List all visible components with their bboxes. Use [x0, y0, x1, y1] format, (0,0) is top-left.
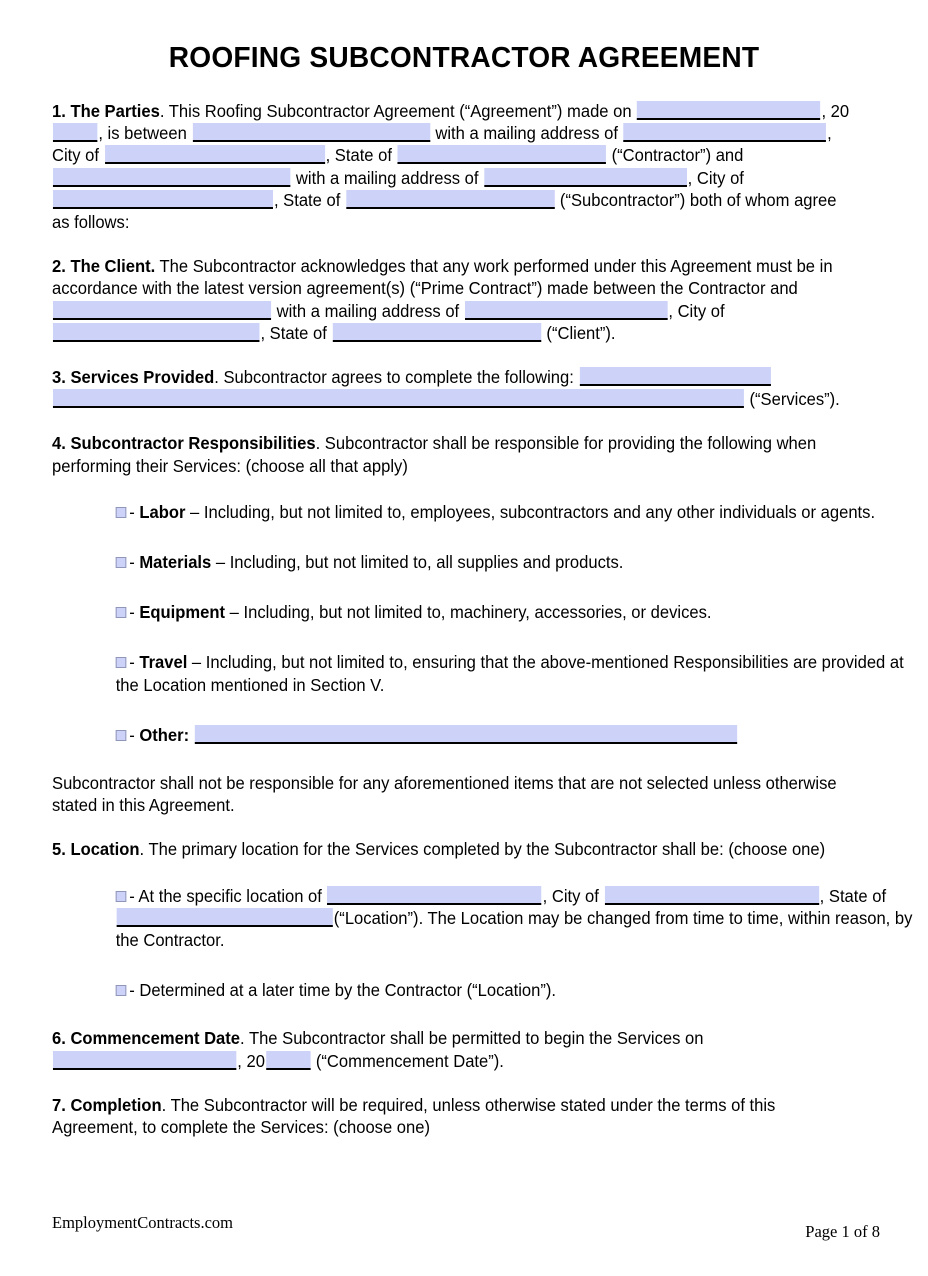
- option-text-c: , State of: [819, 885, 887, 906]
- option-dash: -: [129, 552, 135, 573]
- section-6-text-1: . The Subcontractor shall be permitted to begin the Services on: [240, 1028, 704, 1049]
- subcontractor-state-field[interactable]: [346, 190, 554, 209]
- agreement-date-field[interactable]: [637, 101, 820, 120]
- checkbox-icon[interactable]: [116, 507, 127, 518]
- option-label: Labor: [139, 501, 186, 522]
- section-6-text-2: , 20: [237, 1050, 265, 1071]
- other-responsibility-field[interactable]: [195, 725, 737, 744]
- section-completion: [52, 1094, 852, 1138]
- location-address-field[interactable]: [327, 886, 541, 905]
- responsibility-option-equipment[interactable]: [52, 601, 916, 623]
- section-2-text-2: with a mailing address of: [276, 300, 460, 321]
- responsibilities-choice-list: [52, 501, 904, 746]
- section-3-heading: 3. Services Provided: [52, 367, 215, 388]
- section-5-text-1: . The primary location for the Services completed by the Subcontractor shall be: (choose one): [139, 839, 826, 860]
- location-state-field[interactable]: [117, 908, 333, 927]
- checkbox-icon[interactable]: [116, 730, 127, 741]
- section-5-heading: 5. Location: [52, 839, 140, 860]
- section-1-text-8: (“Contractor”) and: [611, 145, 744, 166]
- section-4-text-1: . Subcontractor shall be responsible for providing the following when performing their Services: (choose all that apply): [52, 433, 817, 476]
- option-text-d: (“Location”). The Location may be changed from time to time, within reason, by the Contractor.: [115, 907, 913, 951]
- section-4-heading: 4. Subcontractor Responsibilities: [52, 433, 316, 454]
- option-text: – Including, but not limited to, all supplies and products.: [215, 552, 624, 573]
- option-dash: -: [129, 602, 135, 623]
- section-1-text-6: , City of: [52, 123, 832, 166]
- checkbox-icon[interactable]: [116, 891, 127, 902]
- section-6-text-3: (“Commencement Date”).: [315, 1050, 504, 1071]
- responsibility-option-other[interactable]: [52, 724, 916, 746]
- responsibilities-closing-text: [52, 772, 852, 816]
- section-the-client: [52, 255, 852, 344]
- subcontractor-address-field[interactable]: [484, 168, 687, 187]
- section-2-text-3: , City of: [668, 300, 725, 321]
- section-1-heading: 1. The Parties: [52, 101, 160, 121]
- contractor-state-field[interactable]: [398, 145, 606, 164]
- section-the-parties: [52, 100, 852, 233]
- option-text-a: At the specific location of: [138, 885, 322, 906]
- contractor-name-field[interactable]: [192, 123, 429, 142]
- section-2-text-5: (“Client”).: [546, 322, 616, 343]
- option-text: Determined at a later time by the Contractor (“Location”).: [139, 980, 557, 1001]
- option-label: Other:: [139, 724, 190, 745]
- option-label: Travel: [139, 652, 188, 673]
- section-6-heading: 6. Commencement Date: [52, 1028, 241, 1049]
- option-dash: -: [129, 501, 135, 522]
- section-3-text-2: (“Services”).: [749, 389, 840, 410]
- section-1-text-7: , State of: [325, 145, 392, 166]
- option-label: Materials: [139, 552, 212, 573]
- section-1-text-10: address of: [401, 167, 479, 188]
- services-description-field-line1[interactable]: [579, 367, 770, 386]
- location-option-later[interactable]: [52, 979, 916, 1001]
- section-2-text-1: The Subcontractor acknowledges that any work performed under this Agreement must be in accordance with the latest version agreement(s) (“Prime Contract”) made between the Contractor and: [52, 256, 833, 299]
- section-2-heading: 2. The Client.: [52, 256, 156, 277]
- option-text: – Including, but not limited to, ensuring that the above-mentioned Responsibilities are provided at the Location mentioned in Section V.: [115, 652, 904, 695]
- location-option-specific[interactable]: [52, 885, 916, 952]
- section-3-text-1: . Subcontractor agrees to complete the following:: [214, 367, 574, 388]
- agreement-year-field[interactable]: [53, 123, 97, 142]
- page-title: ROOFING SUBCONTRACTOR AGREEMENT: [168, 42, 760, 75]
- client-name-field[interactable]: [53, 301, 271, 320]
- checkbox-icon[interactable]: [116, 985, 127, 996]
- option-dash: -: [129, 980, 135, 1001]
- section-1-text-2: , 20: [821, 101, 850, 121]
- section-services-provided: [52, 366, 852, 410]
- section-7-heading: 7. Completion: [52, 1094, 162, 1115]
- location-city-field[interactable]: [604, 886, 818, 905]
- services-description-field-line2[interactable]: [53, 389, 744, 408]
- responsibility-option-materials[interactable]: [52, 551, 916, 573]
- section-location: [52, 838, 852, 860]
- section-subcontractor-responsibilities: [52, 432, 852, 476]
- location-choice-list: [52, 885, 913, 1002]
- section-1-text-5: address of: [540, 123, 618, 144]
- option-text: – Including, but not limited to, machinery, accessories, or devices.: [229, 602, 712, 623]
- option-dash: -: [129, 724, 135, 745]
- client-city-field[interactable]: [53, 323, 260, 342]
- section-1-text-9: with a mailing: [295, 167, 397, 188]
- section-2-text-4: , State of: [260, 322, 327, 343]
- commencement-year-field[interactable]: [266, 1051, 310, 1070]
- client-state-field[interactable]: [332, 323, 540, 342]
- option-dash: -: [129, 652, 135, 673]
- section-1-text-4: with a mailing: [435, 123, 536, 144]
- option-label: Equipment: [139, 602, 226, 623]
- checkbox-icon[interactable]: [116, 557, 127, 568]
- option-text-b: , City of: [542, 885, 599, 906]
- checkbox-icon[interactable]: [116, 657, 127, 668]
- footer-site-name: EmploymentContracts.com: [52, 1213, 234, 1232]
- footer-page-number: Page 1 of 8: [805, 1222, 880, 1241]
- section-1-text-13: (“Subcontractor”) both of whom agree as follows:: [52, 189, 837, 233]
- section-1-text-11: , City of: [687, 167, 744, 188]
- contractor-address-field[interactable]: [624, 123, 827, 142]
- option-text: – Including, but not limited to, employees, subcontractors and any other individuals or agents.: [190, 501, 876, 522]
- responsibility-option-labor[interactable]: [52, 501, 916, 523]
- client-address-field[interactable]: [465, 301, 668, 320]
- subcontractor-name-field[interactable]: [53, 168, 290, 187]
- section-1-text-1: . This Roofing Subcontractor Agreement (“Agreement”) made on: [159, 101, 632, 121]
- responsibilities-closing: Subcontractor shall not be responsible for any aforementioned items that are not selected unless otherwise stated in this Agreement.: [52, 773, 837, 816]
- section-commencement-date: [52, 1027, 852, 1071]
- section-1-text-3: , is between: [98, 123, 187, 144]
- section-1-text-12: , State of: [273, 189, 341, 210]
- section-7-text-1: . The Subcontractor will be required, unless otherwise stated under the terms of this Agreement, to complete the Services: (choose one): [52, 1094, 776, 1138]
- checkbox-icon[interactable]: [116, 607, 127, 618]
- document-body: [52, 100, 913, 1160]
- subcontractor-city-field[interactable]: [53, 190, 273, 209]
- commencement-date-field[interactable]: [53, 1051, 236, 1070]
- contractor-city-field[interactable]: [105, 145, 325, 164]
- responsibility-option-travel[interactable]: [52, 651, 916, 695]
- option-dash: -: [129, 885, 135, 906]
